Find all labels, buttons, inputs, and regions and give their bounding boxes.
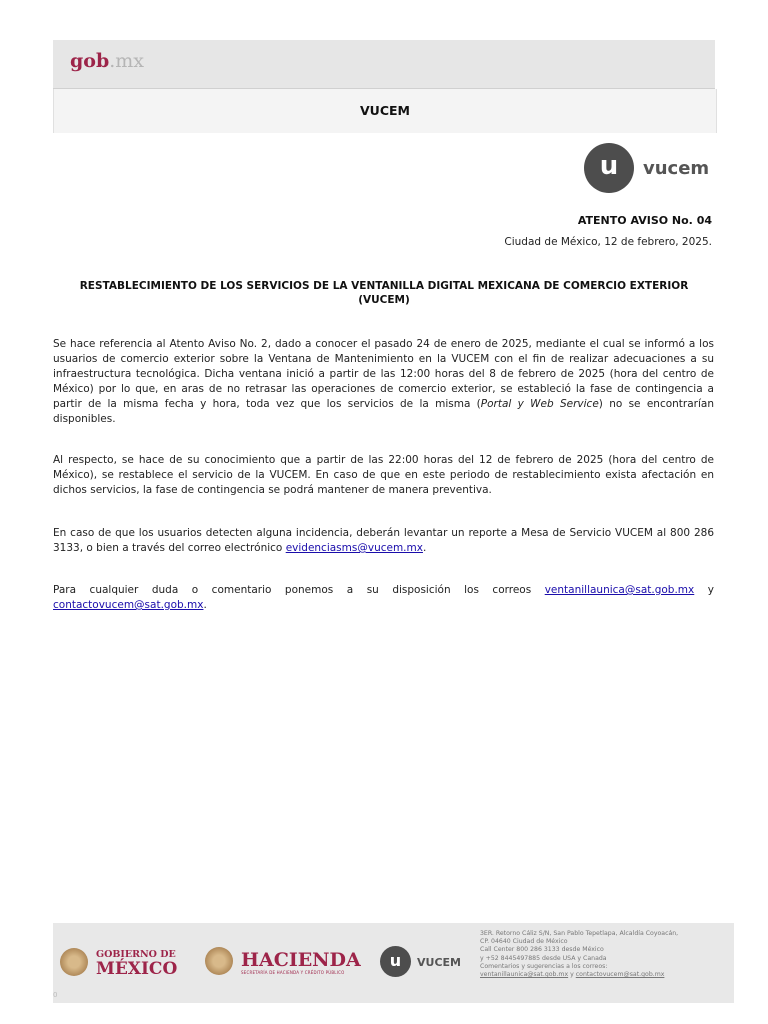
notice-heading: RESTABLECIMIENTO DE LOS SERVICIOS DE LA VENTANILLA DIGITAL MEXICANA DE COMERCIO EXTERIOR (VUCEM) xyxy=(79,280,689,306)
vucem-logo-text: vucem xyxy=(643,158,710,179)
footer-contactovucem-link[interactable]: contactovucem@sat.gob.mx xyxy=(575,971,665,979)
gob-mx-logo[interactable]: gob.mx xyxy=(70,50,145,72)
vucem-logo-icon: u xyxy=(584,143,634,193)
footer-contact-info xyxy=(480,930,730,979)
footer-address-line: y +52 8445497885 desde USA y Canada xyxy=(480,954,607,962)
ventanillaunica-email-link[interactable]: ventanillaunica@sat.gob.mx xyxy=(544,584,695,596)
footer-vucem-label: VUCEM xyxy=(417,956,461,969)
footer-links: ventanillaunica@sat.gob.mx y contactovucem@sat.gob.mx xyxy=(480,971,665,979)
hacienda-subtitle: SECRETARÍA DE HACIENDA Y CRÉDITO PÚBLICO xyxy=(241,970,345,975)
paragraph-1: Se hace referencia al Atento Aviso No. 2, dado a conocer el pasado 24 de enero de 2025, mediante el cual se informó a los usuarios de comercio exterior sobre la Ventana de Mantenimiento en la VUCEM con el fin de realizar adecuaciones a su infraestructura tecnológica. Dicha ventana inició a partir de las 12:00 horas del 8 de febrero de 2025 (hora del centro de México) por lo que, en aras de no retrasar las operaciones de comercio exterior, se estableció la fase de contingencia a partir de la misma fecha y hora, toda vez que los servicios de la misma (Portal y Web Service) no se encontrarían disponibles. xyxy=(53,338,714,425)
gob-header xyxy=(53,40,715,89)
mexico-emblem-icon xyxy=(60,948,88,976)
vucem-logo xyxy=(584,143,714,195)
evidencias-email-link[interactable]: evidenciasms@vucem.mx xyxy=(285,542,423,554)
hacienda-emblem-icon xyxy=(205,947,233,975)
gobierno-de-label: GOBIERNO DE xyxy=(96,949,176,960)
paragraph-4: Para cualquier duda o comentario ponemos a su disposición los correos ventanillaunica@sat.gob.mx y contactovucem@sat.gob.mx. xyxy=(53,584,714,611)
title-bar xyxy=(53,89,717,133)
page-title: VUCEM xyxy=(360,103,410,118)
paragraph-2: Al respecto, se hace de su conocimiento que a partir de las 22:00 horas del 12 de febrero de 2025 (hora del centro de México), se restablece el servicio de la VUCEM. En caso de que en este periodo de restablecimiento exista afectación en dichos servicios, la fase de contingencia se podrá mantener de manera preventiva. xyxy=(53,454,714,496)
notice-date: Ciudad de México, 12 de febrero, 2025. xyxy=(504,236,712,248)
footer-address-line: 3ER. Retorno Cáliz S/N, San Pablo Tepetlapa, Alcaldía Coyoacán, xyxy=(480,930,679,937)
footer-address-line: Call Center 800 286 3133 desde México xyxy=(480,946,604,954)
footer-vucem-icon: u xyxy=(380,946,411,977)
hacienda-label: HACIENDA xyxy=(241,949,361,971)
contactovucem-email-link[interactable]: contactovucem@sat.gob.mx xyxy=(53,599,204,611)
mexico-label: MÉXICO xyxy=(96,959,178,979)
footer-address-line: Comentarios y sugerencias a los correos: xyxy=(480,962,608,970)
paragraph-3: En caso de que los usuarios detecten alguna incidencia, deberán levantar un reporte a Mesa de Servicio VUCEM al 800 286 3133, o bien a través del correo electrónico evidenciasms@vucem.mx. xyxy=(53,527,714,554)
page-number: 0 xyxy=(53,991,58,999)
footer-ventanillaunica-link[interactable]: ventanillaunica@sat.gob.mx xyxy=(480,971,569,979)
footer xyxy=(53,923,734,1003)
footer-address-line: CP. 04640 Ciudad de México xyxy=(480,938,568,946)
notice-number: ATENTO AVISO No. 04 xyxy=(577,214,712,227)
